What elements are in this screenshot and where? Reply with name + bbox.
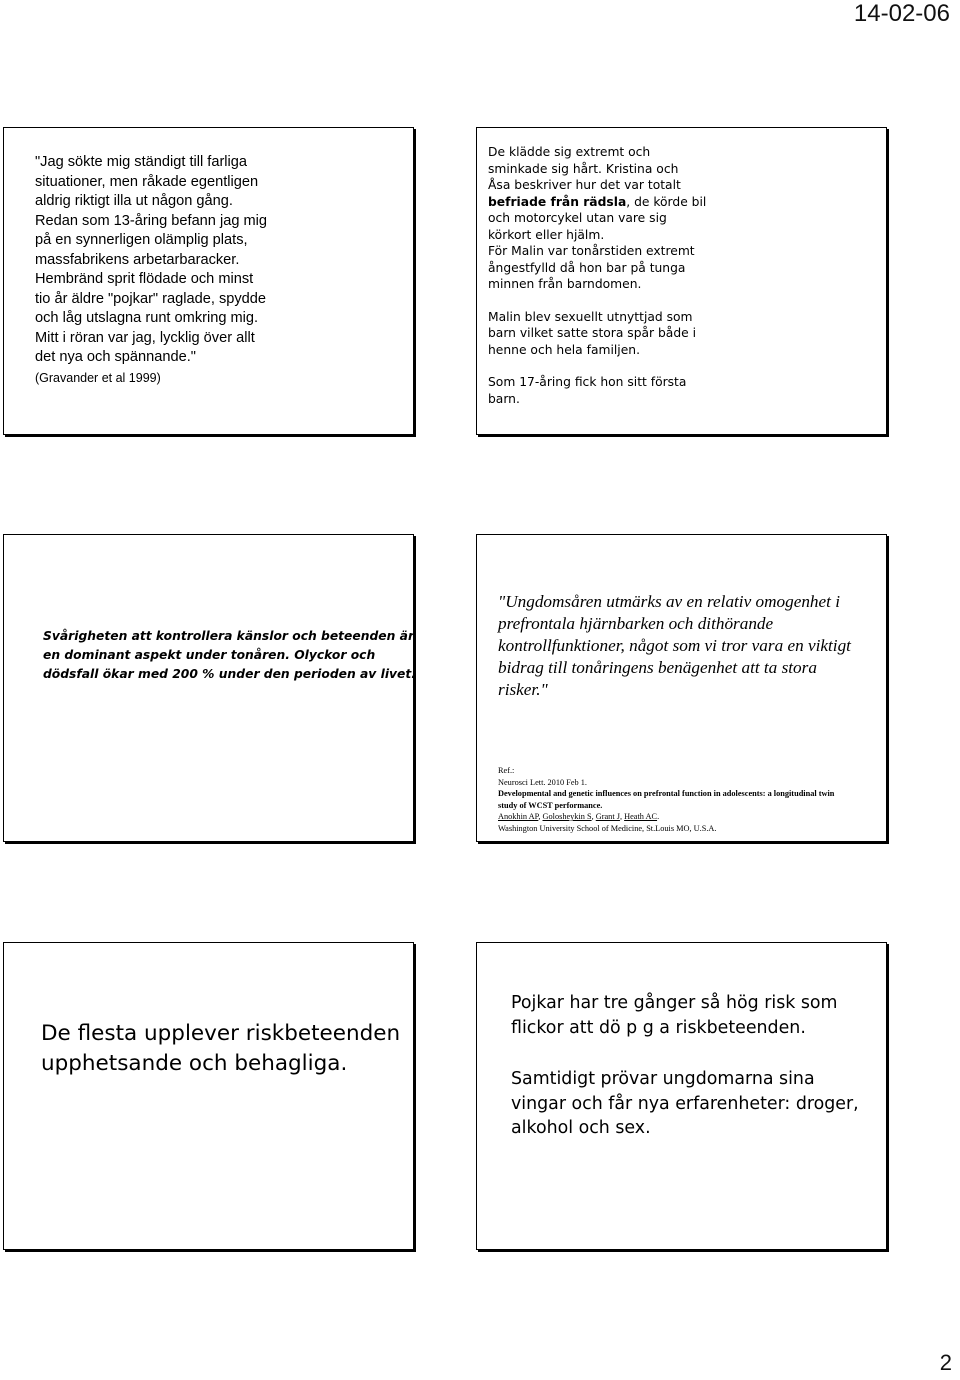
page-date: 14-02-06 [853, 0, 950, 27]
text-line: flickor att dö p g a riskbeteenden. [511, 1017, 806, 1038]
reference-title: study of WCST performance. [498, 800, 603, 810]
text-line: Malin blev sexuellt utnyttjad som [488, 309, 693, 324]
text-line: körkort eller hjälm. [488, 227, 605, 242]
quote-line: bidrag till tonåringens benägenhet att ta stora [498, 658, 817, 677]
text-line: Samtidigt prövar ungdomarna sina [511, 1069, 815, 1089]
text-line [488, 194, 878, 211]
paragraph [488, 144, 878, 293]
citation: (Gravander et al 1999) [35, 370, 161, 385]
slide-1-quote [35, 153, 405, 388]
reference-label: Ref.: [498, 766, 515, 775]
quote-line: Redan som 13-åring befann jag mig [35, 212, 268, 229]
quote-line: tio år äldre "pojkar" raglade, spydde [35, 290, 267, 307]
text-line: en dominant aspekt under tonåren. Olyckor och [43, 648, 376, 662]
paragraph [511, 1067, 881, 1141]
text-line: Åsa beskriver hur det var totalt [488, 178, 681, 192]
slide-6-body [511, 991, 881, 1168]
text-line: henne och hela familjen. [488, 342, 640, 357]
slide-3 [3, 534, 414, 842]
paragraph [511, 991, 881, 1040]
author-link[interactable]: Golosheykin S [542, 812, 592, 821]
text-line: För Malin var tonårstiden extremt [488, 244, 695, 258]
reference-title: Developmental and genetic influences on prefrontal function in adolescents: a longitudinal twin [498, 789, 835, 798]
quote-line: massfabrikens arbetarbaracker. [35, 251, 240, 268]
text-line: De klädde sig extremt och [488, 145, 651, 159]
text-line: vingar och får nya erfarenheter: droger, [511, 1093, 859, 1114]
quote-line: kontrollfunktioner, något som vi tror vara en viktigt [498, 636, 851, 655]
slide-5-body [41, 1019, 411, 1079]
author-link[interactable]: Grant J [595, 812, 620, 821]
slide-5 [3, 942, 414, 1250]
text-line: upphetsande och behagliga. [41, 1051, 348, 1076]
quote-line: Hembränd sprit flödade och minst [35, 271, 254, 287]
quote-line: det nya och spännande." [35, 349, 196, 365]
quote-line: situationer, men råkade egentligen [35, 173, 259, 190]
reference-journal: Neurosci Lett. 2010 Feb 1. [498, 777, 587, 787]
page-number: 2 [939, 1350, 952, 1375]
quote-line: risker." [498, 680, 548, 699]
quote-line: "Jag sökte mig ständigt till farliga [35, 154, 248, 170]
paragraph [488, 374, 878, 407]
text-line: Som 17-åring fick hon sitt första [488, 375, 687, 389]
text-line: dödsfall ökar med 200 % under den perioden av livet. [43, 667, 416, 681]
text-line: barn. [488, 391, 520, 406]
text-line: Pojkar har tre gånger så hög risk som [511, 993, 838, 1013]
quote-line: Mitt i röran var jag, lycklig över allt [35, 329, 255, 346]
author-link[interactable]: Heath AC [624, 812, 658, 821]
text-line: Svårigheten att kontrollera känslor och beteenden är [43, 629, 415, 643]
author-link[interactable]: Anokhin AP [498, 812, 539, 821]
slide-3-body [43, 627, 416, 684]
quote-line: "Ungdomsåren utmärks av en relativ omogenhet i [498, 592, 840, 611]
slide-6 [476, 942, 887, 1250]
slide-2 [476, 127, 887, 435]
reference-affiliation: Washington University School of Medicine, St.Louis MO, U.S.A. [498, 823, 717, 833]
text-line: barn vilket satte stora spår både i [488, 326, 697, 340]
text-fragment: , de körde bil [626, 194, 707, 209]
quote-line: och låg utslagna runt omkring mig. [35, 310, 259, 326]
emphasis-text: befriade från rädsla [488, 194, 627, 209]
paragraph [488, 309, 878, 359]
slide-4 [476, 534, 887, 842]
text-line: ångestfylld då hon bar på tunga [488, 260, 686, 275]
text-line: och motorcykel utan vare sig [488, 211, 667, 225]
text-line: De flesta upplever riskbeteenden [41, 1021, 401, 1046]
slide-1 [3, 127, 414, 435]
slide-4-quote [498, 591, 882, 701]
text-line: alkohol och sex. [511, 1118, 651, 1138]
text-line: sminkade sig hårt. Kristina och [488, 161, 679, 176]
quote-line: prefrontala hjärnbarken och dithörande [498, 614, 774, 633]
quote-line: aldrig riktigt illa ut någon gång. [35, 193, 233, 209]
quote-line: på en synnerligen olämplig plats, [35, 232, 248, 248]
reference-block [498, 765, 882, 834]
text-line: minnen från barndomen. [488, 277, 642, 291]
reference-authors: Anokhin AP, Golosheykin S, Grant J, Heath AC. [498, 812, 660, 821]
slide-2-body [488, 144, 878, 423]
